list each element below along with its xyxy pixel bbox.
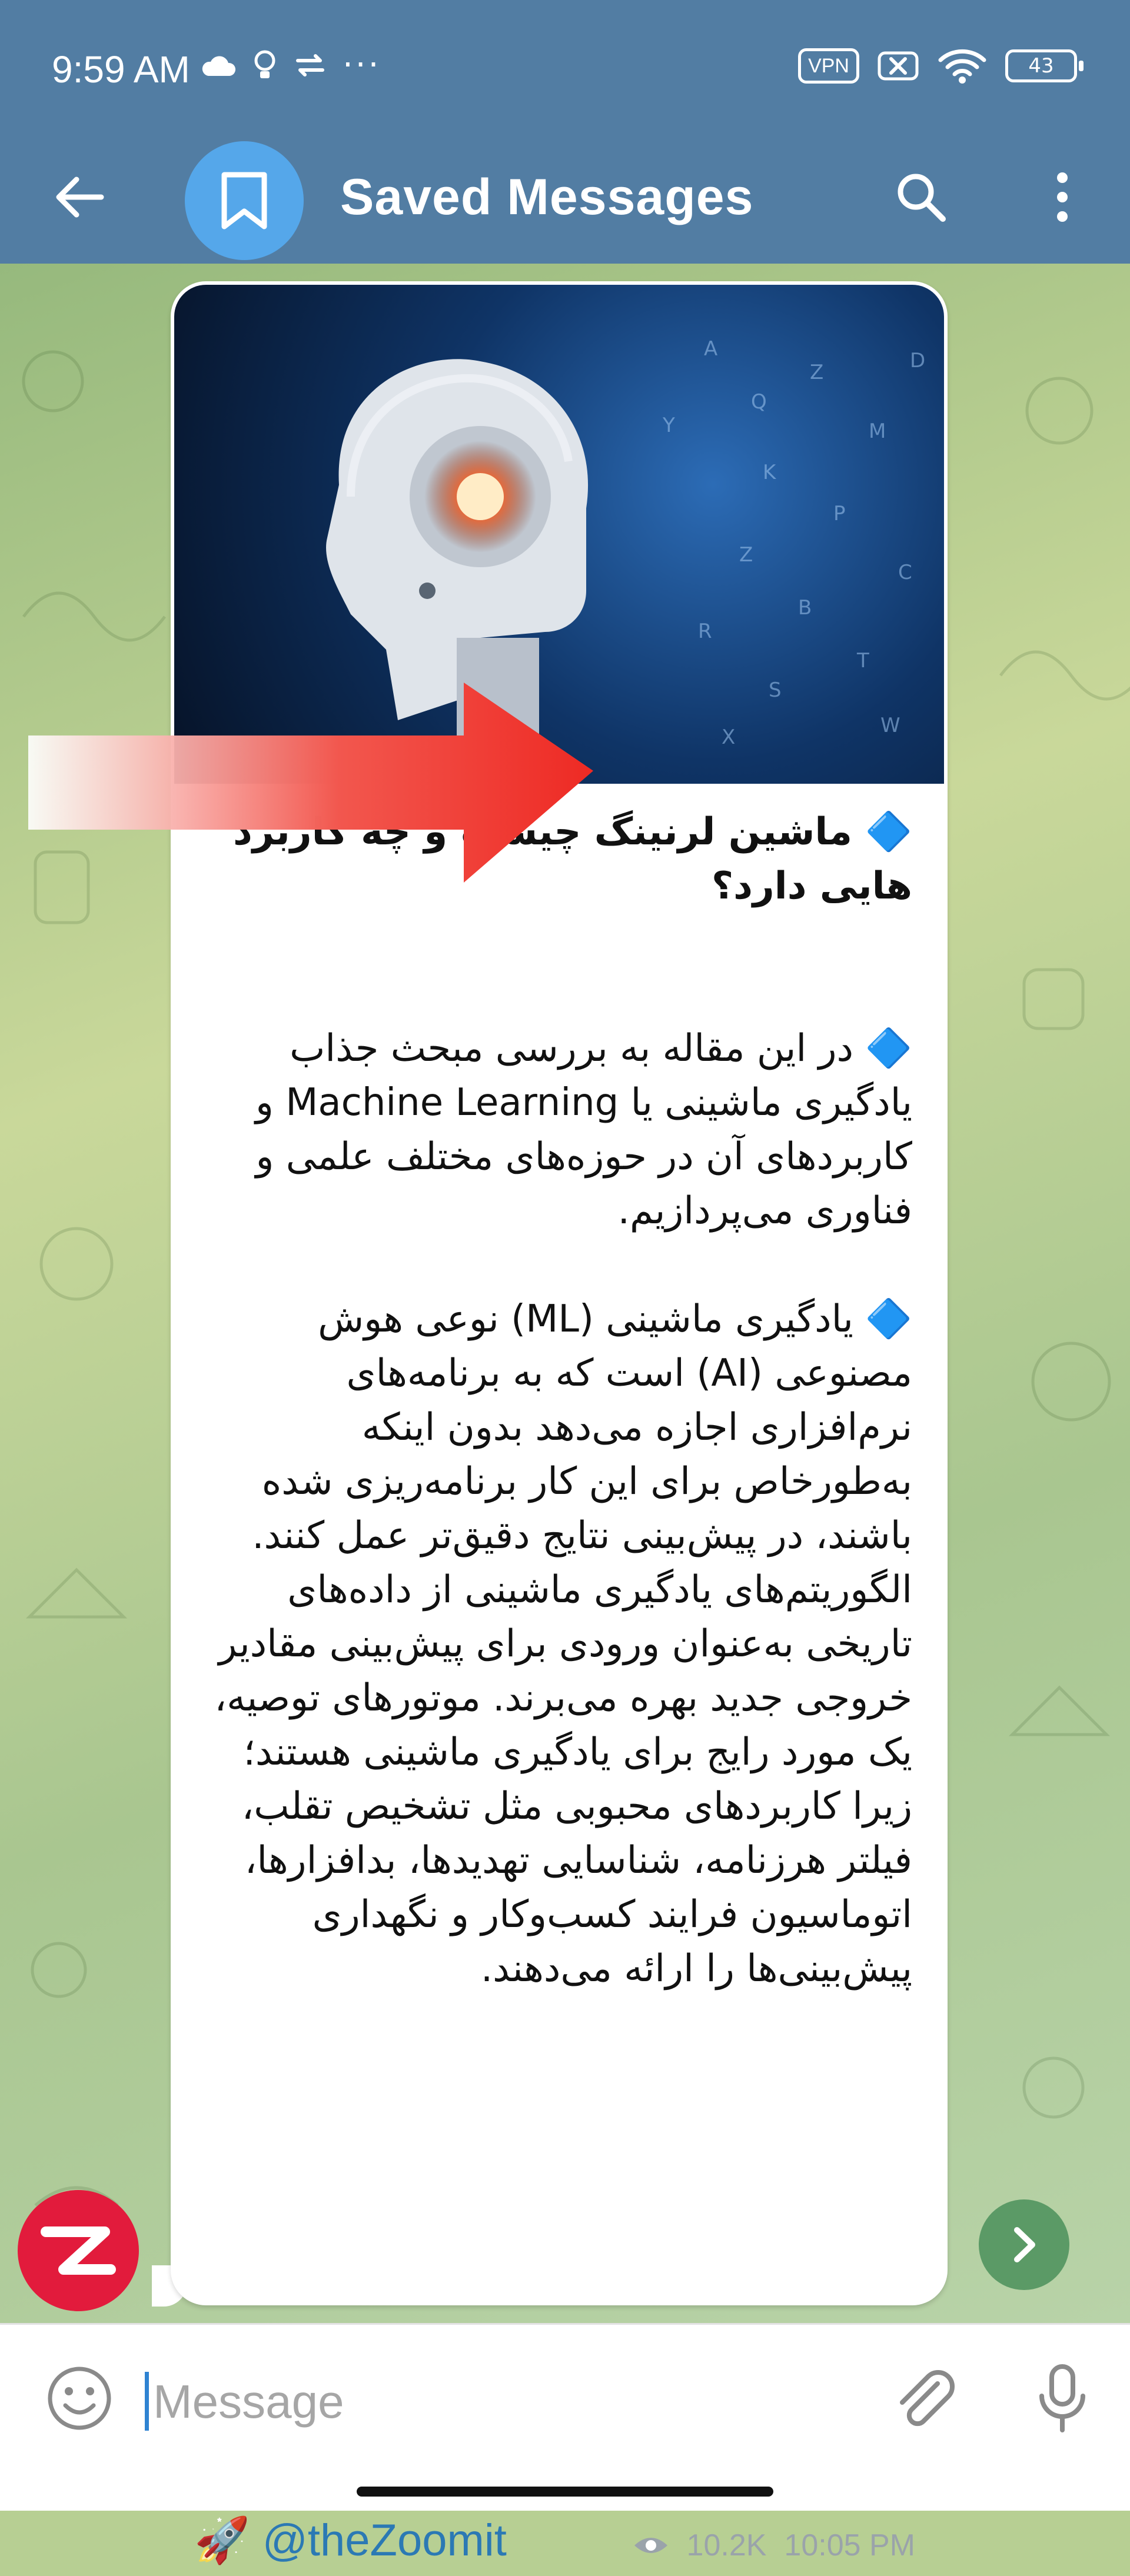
status-bar [0,0,1130,135]
system-navigation-bar [0,2476,1130,2511]
status-time: 9:59 AM [52,48,190,91]
red-arrow-overlay [28,683,593,883]
chat-header [0,135,1130,264]
bookmark-icon [220,170,269,231]
message-input-bar [0,2323,1130,2478]
svg-text:C: C [898,561,912,584]
channel-signature-link[interactable]: 🚀 @theZoomit [194,2515,507,2565]
svg-text:D: D [910,349,926,372]
status-icons-right [798,47,1077,85]
text-cursor [145,2372,149,2431]
more-menu-button[interactable] [1024,159,1101,235]
lightbulb-icon [252,49,278,82]
paperclip-icon [892,2366,956,2431]
home-indicator[interactable] [357,2487,773,2497]
svg-text:X: X [722,725,736,749]
message-paragraph-ml: 🔷 یادگیری ماشینی (ML) نوعی هوش مصنوعی (AI) است که به برنامه‌های نرم‌افزاری اجازه می‌دهد بدون اینکه به‌طورخاص برای این کار برنامه‌ریزی شده باشند، در پیش‌بینی نتایج دقیق‌تر عمل کنند. الگوریتم‌های یادگیری ماشینی از داده‌های تاریخی به‌عنوان ورودی برای پیش‌بینی مقادیر خروجی جدید بهره می‌برند. موتورهای توصیه، یک مورد رایج برای یادگیری ماشینی هستند؛ زیرا کاربردهای محبوبی مثل تشخیص تقلب، فیلتر هرزنامه، شناسایی تهدیدها، بدافزارها، اتوماسیون فرایند کسب‌وکار و نگهداری پیش‌بینی‌ها را ارائه می‌دهند. [214,1297,912,1991]
microphone-button[interactable] [1024,2360,1101,2437]
microphone-icon [1036,2363,1089,2434]
more-status-dots: ··· [343,46,381,84]
more-vertical-icon [1053,171,1071,224]
search-icon [895,171,948,224]
battery-indicator [1005,49,1077,82]
svg-text:R: R [698,620,712,643]
smiley-icon [45,2364,114,2432]
wifi-icon [937,47,988,85]
message-meta [633,2528,915,2563]
search-button[interactable] [883,159,959,235]
forward-button[interactable] [979,2199,1069,2290]
eye-icon [633,2534,669,2557]
cloud-icon [200,54,237,77]
zoomit-channel-avatar[interactable] [18,2190,139,2311]
svg-text:M: M [869,420,886,443]
message-time: 10:05 PM [784,2528,915,2562]
svg-text:K: K [763,461,776,484]
view-count: 10.2K [686,2528,767,2562]
message-footer [171,2511,948,2576]
chat-title[interactable]: Saved Messages [340,169,754,225]
arrow-left-icon [53,174,106,221]
message-input[interactable] [153,2364,859,2440]
svg-text:S: S [769,678,782,702]
message-bubble[interactable] [171,281,948,2565]
svg-text:T: T [857,649,869,673]
svg-text:A: A [704,337,718,361]
svg-text:Y: Y [663,414,675,437]
message-paragraph-intro: 🔷 در این مقاله به بررسی مبحث جذاب یادگیری ماشینی یا Machine Learning و کاربردهای آن در حوزه‌های مختلف علمی و فناوری می‌پردازیم. [255,1027,912,1233]
no-sim-icon [877,51,919,81]
svg-text:B: B [798,596,812,620]
attach-button[interactable] [886,2360,962,2437]
vpn-badge: VPN [798,48,859,84]
message-text [206,805,912,1996]
zoomit-logo-icon [40,2221,117,2280]
svg-text:Z: Z [739,543,753,567]
back-button[interactable] [41,159,118,235]
svg-text:Q: Q [751,390,767,414]
battery-level: 43 [1028,54,1054,78]
status-icons-left [200,46,381,84]
svg-text:P: P [833,502,846,525]
svg-text:W: W [880,714,900,737]
emoji-button[interactable] [41,2360,118,2437]
sync-icon [293,51,327,79]
svg-text:Z: Z [810,361,824,384]
message-title: 🔷 ماشین لرنینگ چیست و چه کاربرد هایی دارد؟ [233,810,912,908]
chevron-right-icon [1006,2224,1042,2265]
saved-messages-avatar[interactable] [185,141,304,260]
